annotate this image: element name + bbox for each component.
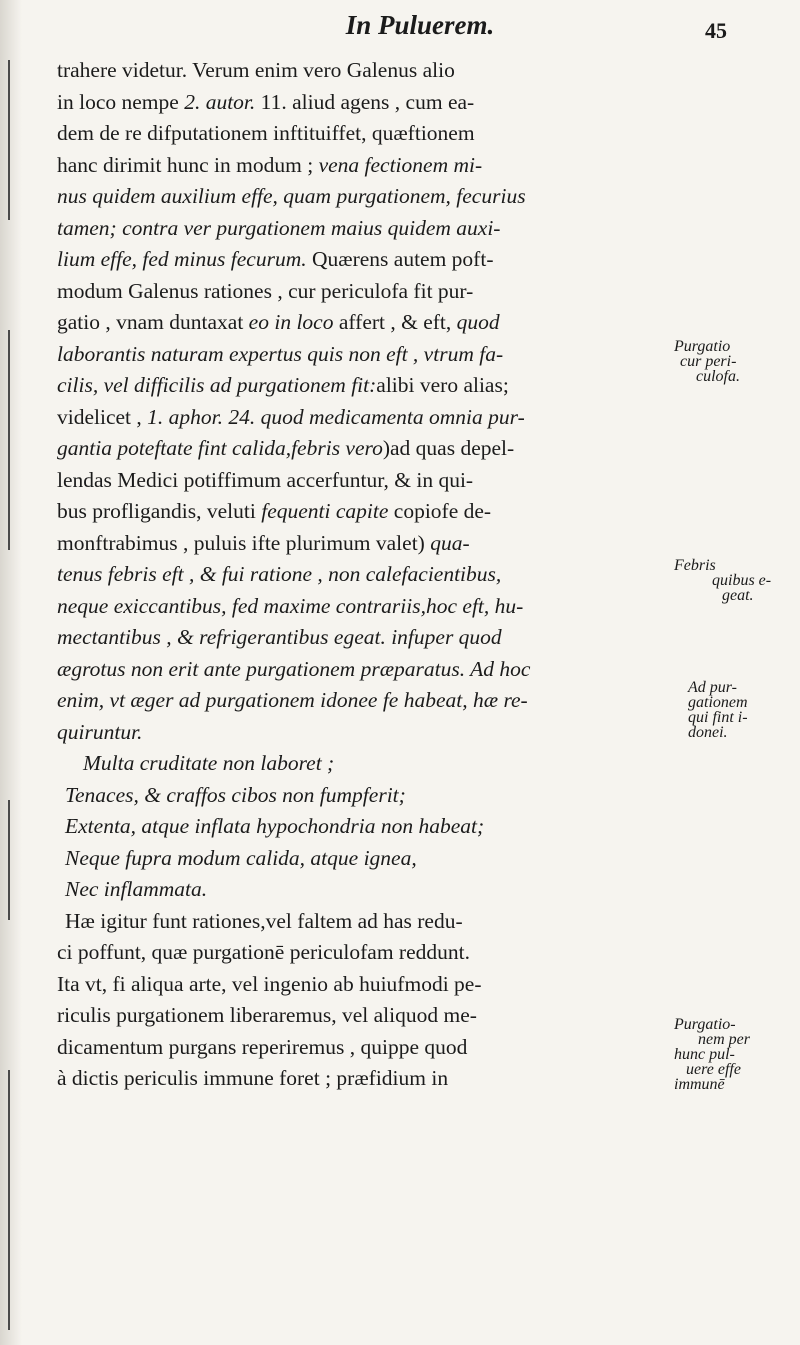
text-line bbox=[57, 780, 677, 812]
italic-text-segment: tenus febris eft , & fui ratione , non calefacientibus, bbox=[57, 562, 502, 586]
italic-text-segment: ægrotus non erit ante purgationem præparatus. Ad hoc bbox=[57, 656, 531, 681]
text-line bbox=[57, 906, 677, 938]
text-segment: hanc dirimit hunc in modum ; bbox=[57, 152, 319, 177]
text-line bbox=[57, 622, 677, 654]
text-line bbox=[57, 1032, 677, 1064]
text-line bbox=[57, 1063, 677, 1095]
text-line bbox=[57, 370, 677, 402]
italic-text-segment: laborantis naturam expertus quis non eft , vtrum fa- bbox=[57, 341, 504, 366]
page-binding-shadow bbox=[0, 0, 22, 1345]
text-line bbox=[57, 685, 677, 717]
margin-note bbox=[674, 339, 798, 384]
text-segment: monftrabimus , puluis ifte plurimum valet) bbox=[57, 530, 431, 555]
italic-text-segment: 2. autor. bbox=[184, 89, 256, 114]
italic-text-segment: eo in loco bbox=[248, 310, 334, 334]
text-line bbox=[57, 559, 677, 591]
text-segment: Hæ igitur funt rationes,vel faltem ad has redu- bbox=[65, 908, 463, 933]
margin-note-line: geat. bbox=[722, 587, 754, 604]
text-line bbox=[57, 874, 677, 906]
margin-note bbox=[674, 1017, 798, 1092]
italic-text-segment: tamen; contra ver purgationem maius quidem auxi- bbox=[57, 215, 501, 240]
italic-text-segment: Extenta, atque inflata hypochondria non habeat; bbox=[65, 814, 485, 838]
text-segment: gatio , vnam duntaxat bbox=[57, 310, 249, 334]
margin-note-line: immunē bbox=[674, 1076, 725, 1093]
italic-text-segment: Neque fupra modum calida, atque ignea, bbox=[65, 845, 417, 870]
text-line bbox=[57, 433, 677, 465]
italic-text-segment: Multa cruditate non laboret ; bbox=[83, 751, 335, 775]
text-line bbox=[57, 717, 677, 749]
italic-text-segment: qua- bbox=[430, 530, 470, 555]
text-line bbox=[57, 150, 677, 182]
margin-note-line: cur peri- bbox=[680, 353, 737, 370]
text-segment: trahere videtur. Verum enim vero Galenus alio bbox=[57, 58, 455, 82]
italic-text-segment: Tenaces, & craffos cibos non fumpferit; bbox=[65, 782, 406, 807]
text-segment: modum Galenus rationes , cur periculofa fit pur- bbox=[57, 278, 474, 303]
text-line bbox=[57, 118, 677, 150]
text-line bbox=[57, 55, 677, 87]
text-segment: 11. aliud agens , cum ea- bbox=[255, 89, 475, 114]
text-segment: lendas Medici potiffimum accerfuntur, & in qui- bbox=[57, 467, 474, 492]
margin-note-line: Febris bbox=[674, 557, 716, 574]
text-segment: )ad quas depel- bbox=[382, 436, 515, 460]
margin-note bbox=[674, 558, 798, 603]
running-title: In Puluerem. bbox=[345, 10, 495, 40]
text-segment: Ita vt, fi aliqua arte, vel ingenio ab huiufmodi pe- bbox=[57, 971, 482, 996]
text-line bbox=[57, 276, 677, 308]
page-edge-mark bbox=[8, 60, 10, 220]
text-line bbox=[57, 843, 677, 875]
text-segment: videlicet , bbox=[57, 404, 148, 429]
text-line bbox=[57, 937, 677, 969]
text-segment: dicamentum purgans reperiremus , quippe quod bbox=[57, 1034, 468, 1059]
italic-text-segment: quod bbox=[456, 310, 500, 334]
text-line bbox=[57, 213, 677, 245]
italic-text-segment: 1. aphor. 24. quod medicamenta omnia pur- bbox=[147, 404, 525, 429]
text-line bbox=[57, 244, 677, 276]
text-line bbox=[57, 402, 677, 434]
margin-note-line: gationem bbox=[688, 694, 748, 711]
text-segment: Quærens autem poft- bbox=[306, 247, 494, 271]
text-line bbox=[57, 969, 677, 1001]
italic-text-segment: fequenti capite bbox=[261, 499, 389, 523]
italic-text-segment: lium effe, fed minus fecurum. bbox=[57, 247, 307, 271]
italic-text-segment: cilis, vel difficilis ad purgationem fit: bbox=[57, 373, 377, 397]
italic-text-segment: vena fectionem mi- bbox=[318, 152, 483, 177]
text-line bbox=[57, 465, 677, 497]
text-segment: ci poffunt, quæ purgationē periculofam reddunt. bbox=[57, 940, 470, 964]
italic-text-segment: mectantibus , & refrigerantibus egeat. infuper quod bbox=[57, 625, 502, 649]
margin-note-line: Purgatio bbox=[674, 338, 731, 355]
text-line bbox=[57, 339, 677, 371]
text-line bbox=[57, 811, 677, 843]
margin-note-line: qui fint i- bbox=[688, 709, 748, 726]
text-line bbox=[57, 181, 677, 213]
text-line bbox=[57, 307, 677, 339]
text-line bbox=[57, 654, 677, 686]
italic-text-segment: neque exiccantibus, fed maxime contrariis,hoc eft, hu- bbox=[57, 593, 524, 618]
margin-note-line: donei. bbox=[688, 724, 728, 741]
page-edge-mark bbox=[8, 800, 10, 920]
text-line bbox=[57, 1000, 677, 1032]
italic-text-segment: Nec inflammata. bbox=[65, 877, 208, 901]
margin-note bbox=[674, 680, 798, 740]
margin-note-line: nem per bbox=[698, 1031, 750, 1048]
margin-note-line: culofa. bbox=[696, 368, 740, 385]
margin-note-line: Purgatio- bbox=[674, 1016, 736, 1033]
margin-note-line: hunc pul- bbox=[674, 1046, 735, 1063]
page-header bbox=[0, 6, 800, 48]
italic-text-segment: quiruntur. bbox=[57, 719, 143, 744]
text-segment: alibi vero alias; bbox=[376, 373, 509, 397]
text-segment: dem de re difputationem inftituiffet, quæftionem bbox=[57, 121, 475, 145]
page-number: 45 bbox=[705, 18, 727, 43]
page-edge-mark bbox=[8, 1070, 10, 1330]
margin-note-line: Ad pur- bbox=[688, 679, 738, 696]
italic-text-segment: gantia poteftate fint calida,febris vero bbox=[57, 436, 383, 460]
main-text-block bbox=[57, 55, 677, 1095]
text-line bbox=[57, 591, 677, 623]
italic-text-segment: nus quidem auxilium effe, quam purgationem, fecurius bbox=[57, 184, 526, 208]
text-segment: affert , & eft, bbox=[333, 310, 457, 334]
italic-text-segment: enim, vt æger ad purgationem idonee fe habeat, hæ re- bbox=[57, 688, 528, 712]
margin-note-line: uere effe bbox=[686, 1061, 741, 1078]
text-line bbox=[57, 87, 677, 119]
text-line bbox=[57, 528, 677, 560]
text-segment: à dictis periculis immune foret ; præfidium in bbox=[57, 1066, 449, 1090]
text-line bbox=[57, 748, 677, 780]
page-edge-mark bbox=[8, 330, 10, 550]
text-segment: riculis purgationem liberaremus, vel aliquod me- bbox=[57, 1003, 477, 1027]
margin-note-line: quibus e- bbox=[712, 572, 772, 589]
text-line bbox=[57, 496, 677, 528]
text-segment: copiofe de- bbox=[388, 499, 492, 523]
text-segment: bus profligandis, veluti bbox=[57, 499, 262, 523]
text-segment: in loco nempe bbox=[57, 89, 185, 114]
